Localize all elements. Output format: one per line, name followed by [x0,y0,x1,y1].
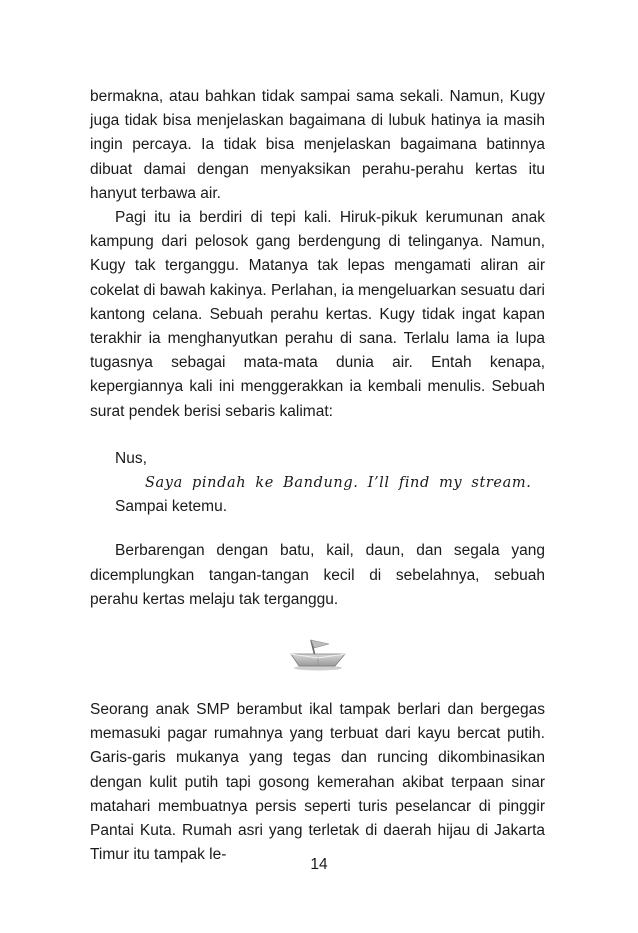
paragraph-new-scene: Seorang anak SMP berambut ikal tampak berlari dan bergegas memasuki pagar rumahnya yang terbuat dari kayu bercat putih. Garis-garis mukanya yang tegas dan runcing dikombinasikan dengan kulit putih tapi gosong kemerahan akibat terpaan sinar matahari membuatnya persis seperti turis peselancar di pinggir Pantai Kuta. Rumah asri yang terletak di daerah hijau di Jakarta Timur itu tampak le- [90,701,545,864]
letter-body: Saya pindah ke Bandung. I’ll find my stream. [145,475,532,492]
paper-boat-icon [285,634,351,674]
letter-closing: Sampai ketemu. [115,498,227,516]
paragraph-continued: bermakna, atau bahkan tidak sampai sama sekali. Namun, Kugy juga tidak bisa menjelaskan bagaimana di lubuk hatinya ia masih ingin percaya. Ia tidak bisa menjelaskan bagaimana batinnya dibuat damai dengan menyaksikan perahu-perahu kertas itu hanyut terbawa air. [90,88,545,202]
page-content [90,85,545,867]
letter [90,447,545,520]
paragraph-river-scene: Pagi itu ia berdiri di tepi kali. Hiruk-pikuk kerumunan anak kampung dari pelosok gang berdengung di telinganya. Namun, Kugy tak terganggu. Matanya tak lepas mengamati aliran air cokelat di bawah kakinya. Perlahan, ia mengeluarkan sesuatu dari kantong celana. Sebuah perahu kertas. Kugy tidak ingat kapan terakhir ia menghanyutkan perahu di sana. Terlalu lama ia lupa tugasnya sebagai mata-mata dunia air. Entah kenapa, kepergiannya kali ini menggerakkan ia kembali menulis. Sebuah surat pendek berisi sebaris kalimat: [90,209,545,420]
letter-greeting: Nus, [115,449,147,467]
section-divider [90,628,545,680]
page-number: 14 [310,856,328,873]
paragraph-boat-floats: Berbarengan dengan batu, kail, daun, dan segala yang dicemplungkan tangan-tangan kecil di sebelahnya, sebuah perahu kertas melaju tak terganggu. [90,542,545,608]
